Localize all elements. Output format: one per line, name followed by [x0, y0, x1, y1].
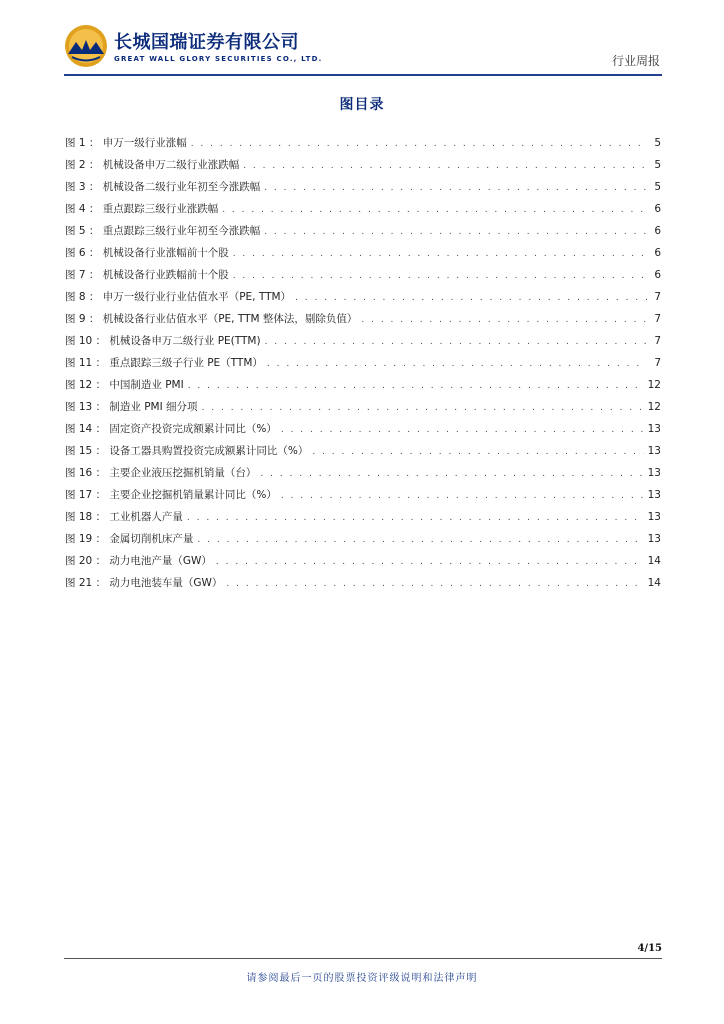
toc-entry-page: 5 [654, 137, 661, 149]
toc-entry[interactable] [65, 333, 661, 355]
toc-leader-dots [265, 337, 647, 347]
toc-leader-dots [312, 447, 643, 457]
toc-leader-dots [233, 271, 647, 281]
toc-entry-label: 图 14 ： 固定资产投资完成额累计同比（%） [65, 423, 277, 435]
toc-entry[interactable] [65, 443, 661, 465]
toc-leader-dots [191, 139, 647, 149]
toc-entry-page: 7 [654, 335, 661, 347]
header-divider [64, 74, 662, 76]
toc-entry-label: 图 3 ： 机械设备二级行业年初至今涨跌幅 [65, 181, 261, 193]
toc-entry[interactable] [65, 267, 661, 289]
toc-leader-dots [188, 381, 644, 391]
toc-entry-label: 图 6 ： 机械设备行业涨幅前十个股 [65, 247, 229, 259]
toc-entry-label: 图 20 ： 动力电池产量（GW） [65, 555, 212, 567]
toc-entry[interactable] [65, 465, 661, 487]
toc-entry-page: 7 [654, 291, 661, 303]
toc-entry[interactable] [65, 421, 661, 443]
toc-entry-label: 图 19 ： 金属切削机床产量 [65, 533, 194, 545]
toc-entry-page: 6 [654, 269, 661, 281]
footer-divider [64, 958, 662, 959]
toc-entry-label: 图 12 ： 中国制造业 PMI [65, 379, 184, 391]
toc-leader-dots [202, 403, 644, 413]
company-name-en: GREAT WALL GLORY SECURITIES CO., LTD. [114, 55, 323, 63]
toc-entry-label: 图 21 ： 动力电池装车量（GW） [65, 577, 223, 589]
toc-entry-label: 图 11 ： 重点跟踪三级子行业 PE（TTM） [65, 357, 263, 369]
toc-entry-page: 5 [654, 181, 661, 193]
toc-entry-label: 图 1 ： 申万一级行业涨幅 [65, 137, 187, 149]
toc-entry-page: 7 [654, 313, 661, 325]
toc-entry-label: 图 15 ： 设备工器具购置投资完成额累计同比（%） [65, 445, 309, 457]
toc-entry[interactable] [65, 487, 661, 509]
toc-leader-dots [281, 425, 644, 435]
toc-leader-dots [222, 205, 647, 215]
toc-entry[interactable] [65, 201, 661, 223]
toc-entry-label: 图 18 ： 工业机器人产量 [65, 511, 183, 523]
toc-leader-dots [233, 249, 647, 259]
toc-entry[interactable] [65, 311, 661, 333]
report-header [64, 22, 662, 77]
toc-entry-page: 14 [647, 555, 661, 567]
toc-entry-page: 13 [647, 489, 661, 501]
toc-entry[interactable] [65, 289, 661, 311]
toc-entry-page: 5 [654, 159, 661, 171]
great-wall-logo-icon [64, 24, 108, 68]
toc-entry[interactable] [65, 575, 661, 597]
toc-entry-page: 13 [647, 423, 661, 435]
toc-entry-label: 图 5 ： 重点跟踪三级行业年初至今涨跌幅 [65, 225, 261, 237]
toc-entry[interactable] [65, 377, 661, 399]
toc-entry-page: 14 [647, 577, 661, 589]
toc-entry-page: 13 [647, 445, 661, 457]
toc-entry-page: 13 [647, 533, 661, 545]
toc-leader-dots [295, 293, 647, 303]
toc-leader-dots [264, 183, 647, 193]
toc-entry-page: 13 [647, 467, 661, 479]
toc-entry[interactable] [65, 223, 661, 245]
toc-entry-label: 图 9 ： 机械设备行业估值水平（PE, TTM 整体法，剔除负值） [65, 313, 358, 325]
toc-entry-page: 6 [654, 203, 661, 215]
toc-leader-dots [226, 579, 643, 589]
page-number: 4/15 [637, 943, 662, 954]
toc-entry[interactable] [65, 245, 661, 267]
document-type: 行业周报 [611, 54, 660, 68]
company-name-cn: 长城国瑞证券有限公司 [114, 32, 299, 53]
toc-entry-page: 6 [654, 225, 661, 237]
toc-entry-page: 6 [654, 247, 661, 259]
toc-entry-label: 图 8 ： 申万一级行业行业估值水平（PE, TTM） [65, 291, 292, 303]
toc-entry-label: 图 16 ： 主要企业液压挖掘机销量（台） [65, 467, 257, 479]
disclaimer-link[interactable]: 请参阅最后一页的股票投资评级说明和法律声明 [246, 973, 478, 984]
toc-leader-dots [243, 161, 647, 171]
toc-leader-dots [260, 469, 643, 479]
toc-entry[interactable] [65, 355, 661, 377]
toc-entry[interactable] [65, 157, 661, 179]
toc-entry-label: 图 17 ： 主要企业挖掘机销量累计同比（%） [65, 489, 277, 501]
toc-leader-dots [187, 513, 644, 523]
toc-entry[interactable] [65, 531, 661, 553]
toc-entry-page: 7 [654, 357, 661, 369]
toc-entry-label: 图 10 ： 机械设备申万二级行业 PE(TTM) [65, 335, 261, 347]
toc-entry-label: 图 4 ： 重点跟踪三级行业涨跌幅 [65, 203, 219, 215]
toc-title: 图目录 [339, 97, 385, 113]
toc-leader-dots [216, 557, 644, 567]
toc-entry-label: 图 2 ： 机械设备申万二级行业涨跌幅 [65, 159, 240, 171]
toc-leader-dots [267, 359, 647, 369]
toc-entry-page: 13 [647, 511, 661, 523]
toc-leader-dots [197, 535, 643, 545]
toc-entry-page: 12 [647, 379, 661, 391]
toc-entry[interactable] [65, 509, 661, 531]
toc-leader-dots [264, 227, 647, 237]
toc-entry[interactable] [65, 553, 661, 575]
figure-toc-list [65, 135, 661, 597]
toc-leader-dots [281, 491, 644, 501]
toc-leader-dots [361, 315, 647, 325]
toc-entry[interactable] [65, 179, 661, 201]
toc-entry-label: 图 7 ： 机械设备行业跌幅前十个股 [65, 269, 229, 281]
toc-entry-label: 图 13 ： 制造业 PMI 细分项 [65, 401, 198, 413]
toc-entry[interactable] [65, 399, 661, 421]
toc-entry[interactable] [65, 135, 661, 157]
toc-entry-page: 12 [647, 401, 661, 413]
